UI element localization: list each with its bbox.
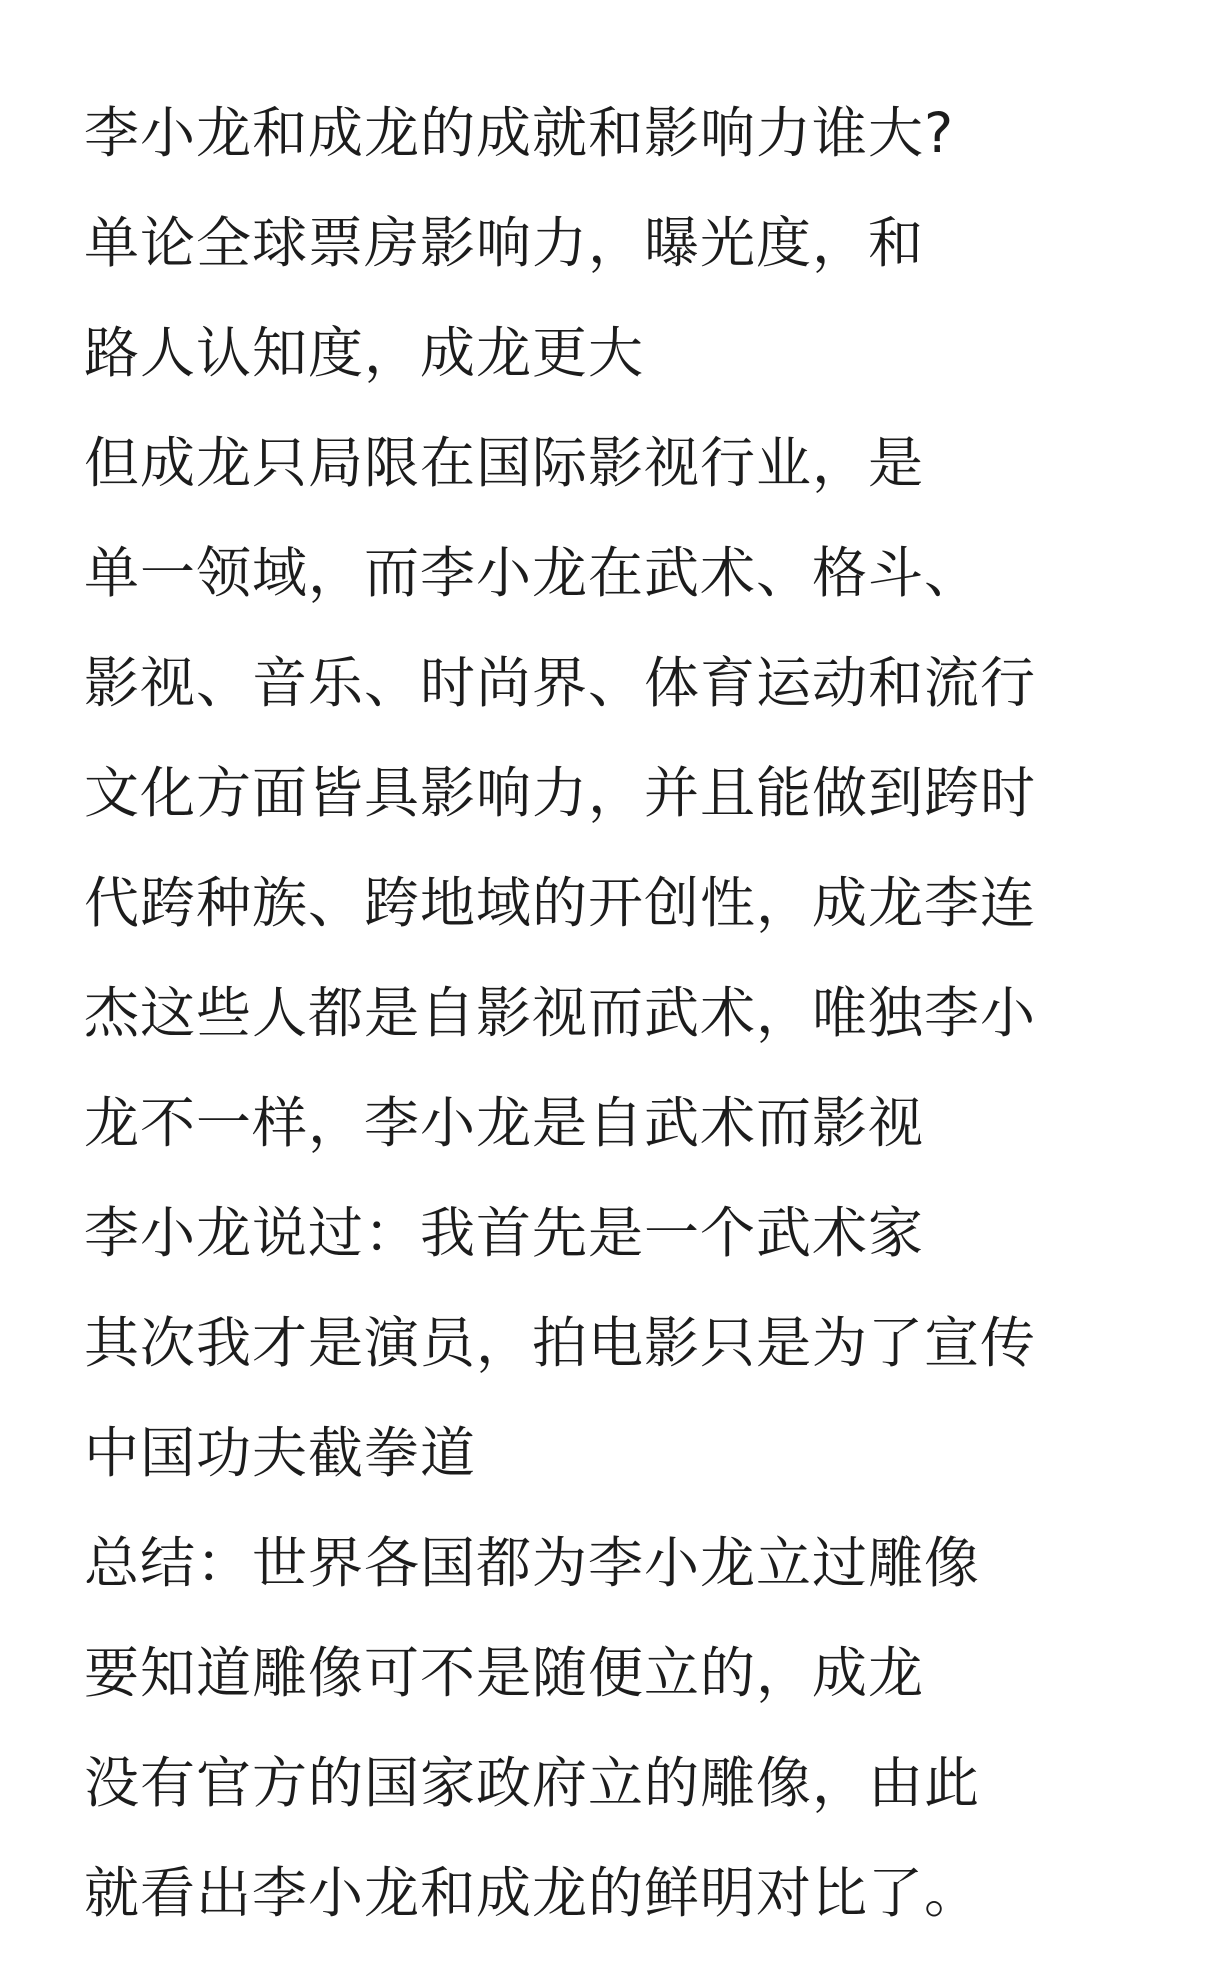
- text-line: 龙不一样，李小龙是自武术而影视: [84, 1091, 925, 1155]
- text-line: 但成龙只局限在国际影视行业，是: [84, 431, 925, 495]
- text-line: 没有官方的国家政府立的雕像，由此: [84, 1751, 981, 1815]
- text-line: 影视、音乐、时尚界、体育运动和流行: [84, 651, 1037, 715]
- text-line: 李小龙和成龙的成就和影响力谁大?: [84, 101, 955, 165]
- text-line: 就看出李小龙和成龙的鲜明对比了。: [84, 1861, 981, 1925]
- text-line: 杰这些人都是自影视而武术，唯独李小: [84, 981, 1037, 1045]
- text-line: 文化方面皆具影响力，并且能做到跨时: [84, 761, 1037, 825]
- text-line: 路人认知度，成龙更大: [84, 321, 645, 385]
- text-line: 单论全球票房影响力，曝光度，和: [84, 211, 925, 275]
- text-line: 李小龙说过：我首先是一个武术家: [84, 1201, 925, 1265]
- text-line: 要知道雕像可不是随便立的，成龙: [84, 1641, 925, 1705]
- text-line: 代跨种族、跨地域的开创性，成龙李连: [84, 871, 1037, 935]
- text-line: 单一领域，而李小龙在武术、格斗、: [84, 541, 981, 605]
- text-line: 总结：世界各国都为李小龙立过雕像: [84, 1531, 981, 1595]
- text-line: 其次我才是演员，拍电影只是为了宣传: [84, 1311, 1037, 1375]
- text-line: 中国功夫截拳道: [84, 1421, 477, 1485]
